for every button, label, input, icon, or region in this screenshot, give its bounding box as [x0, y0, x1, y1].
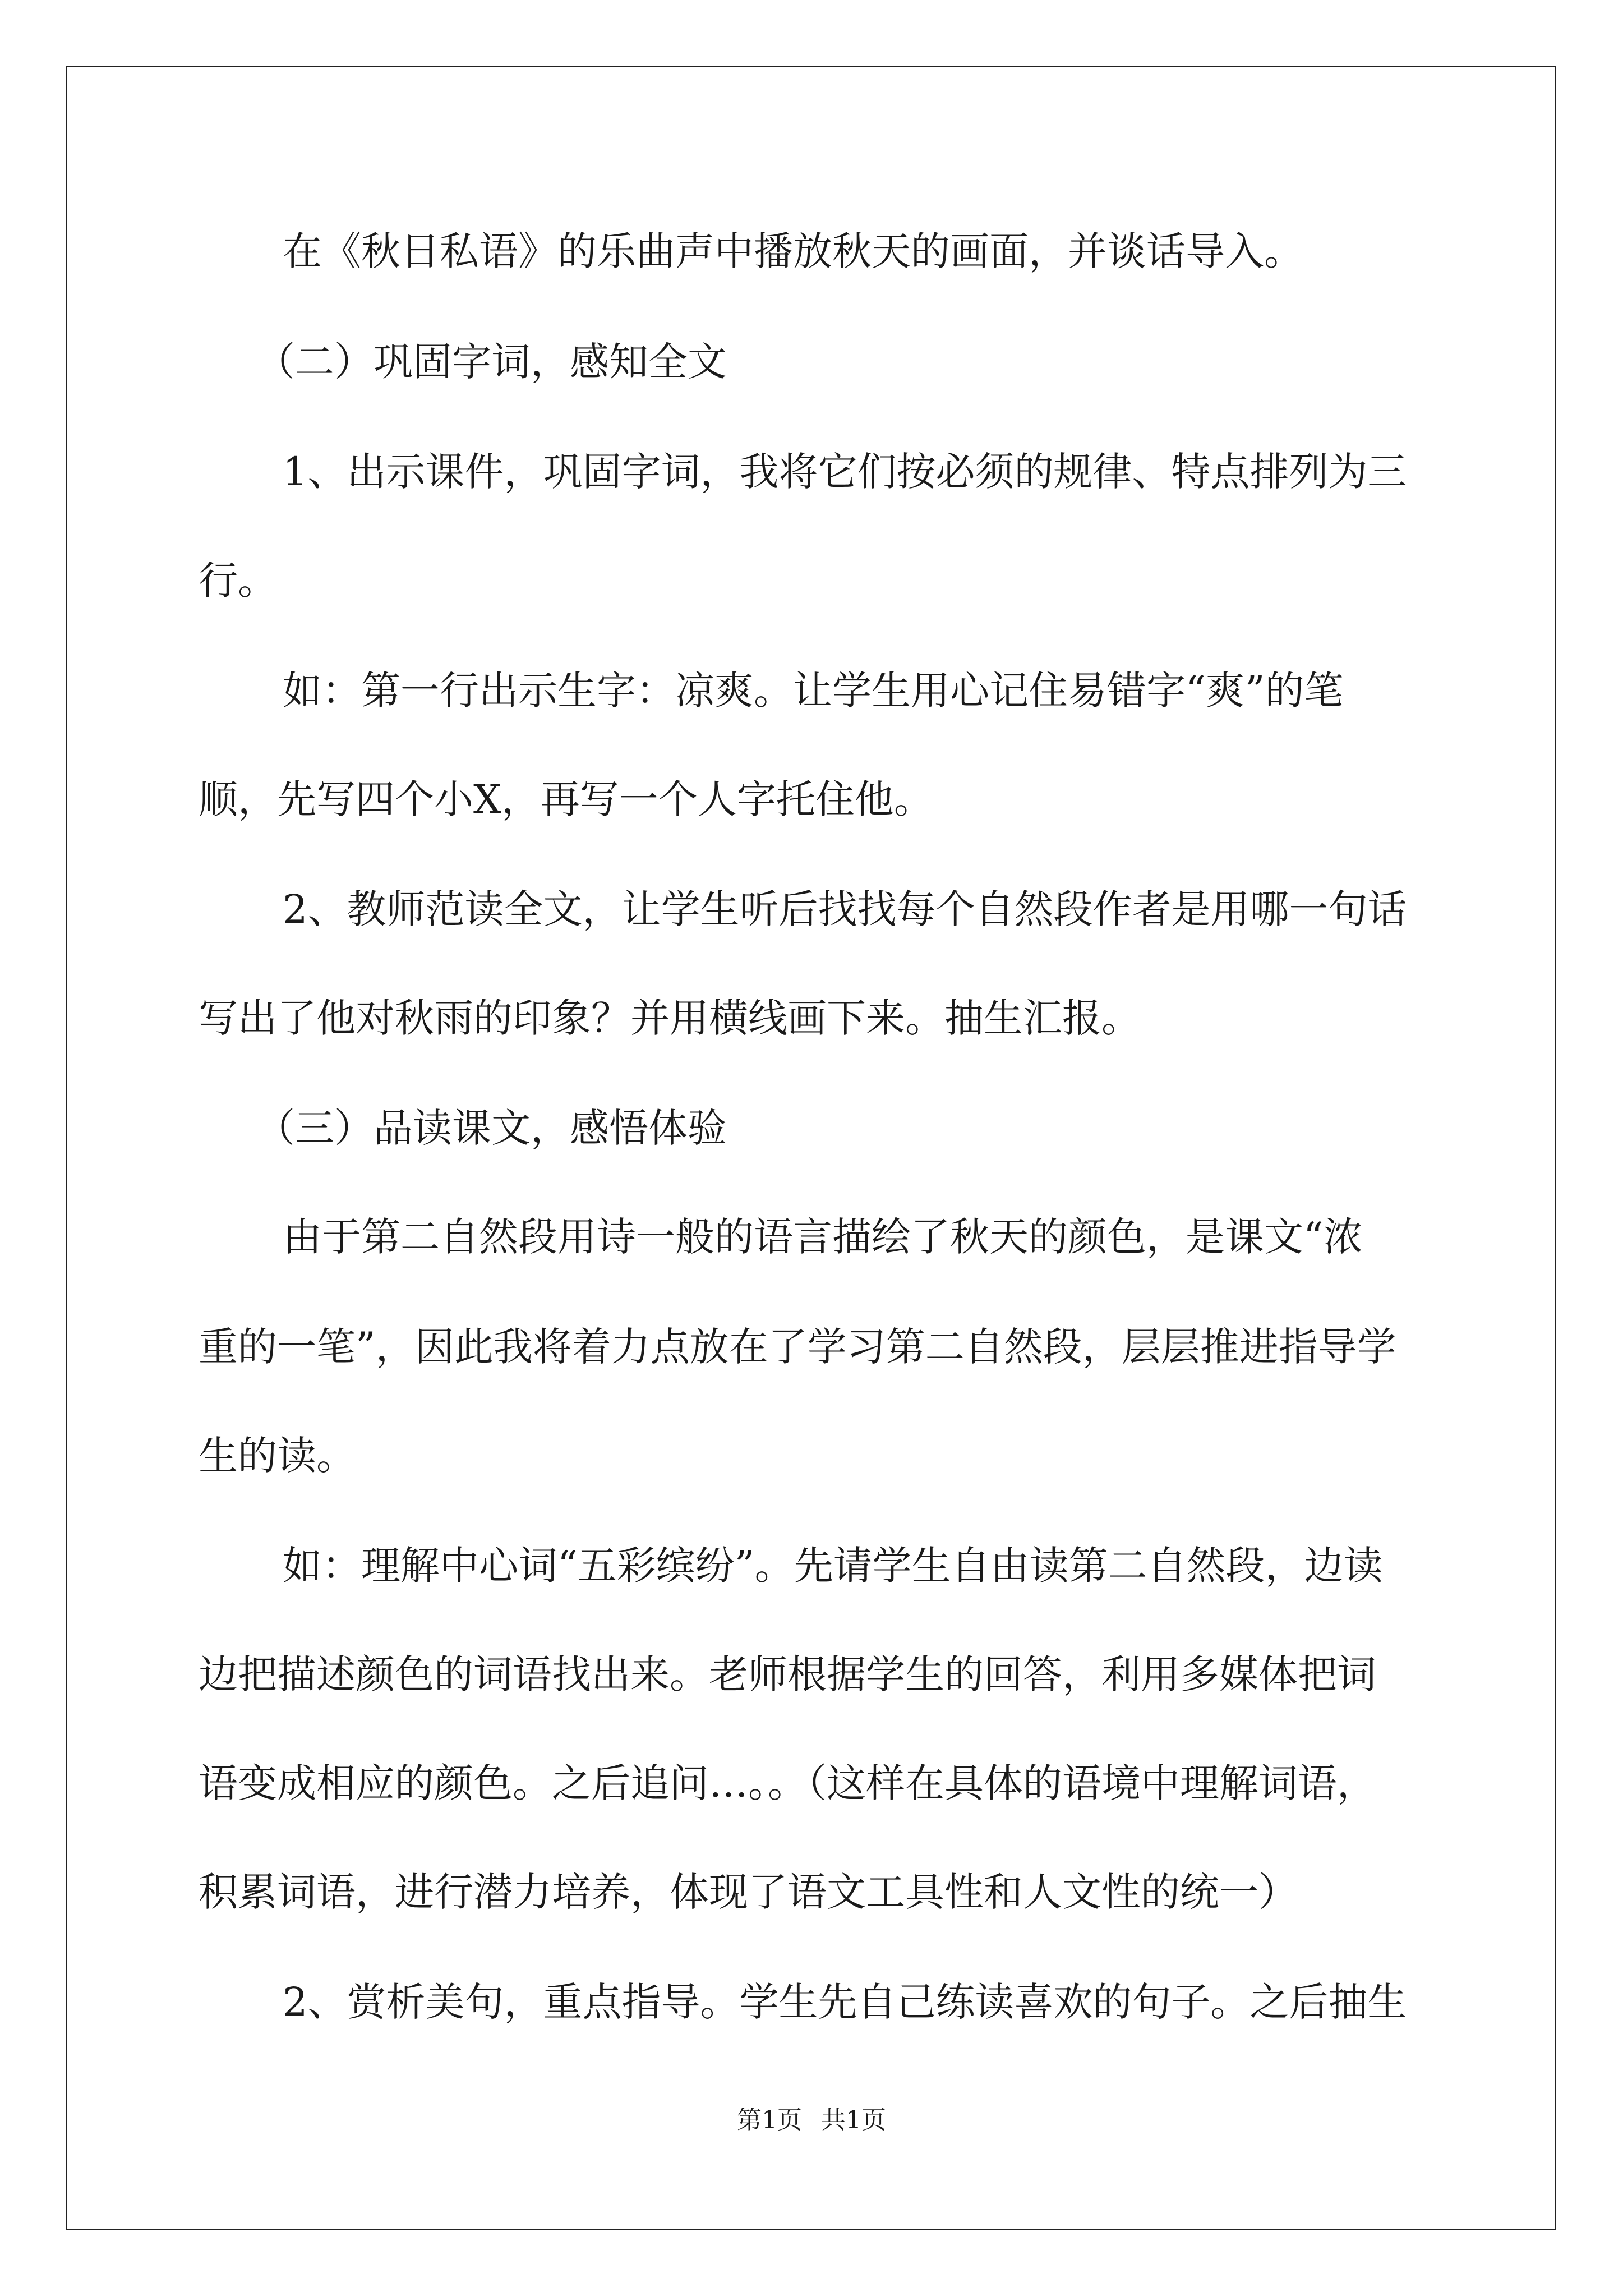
paragraph-line: 2、教师范读全文，让学生听后找找每个自然段作者是用哪一句话 [283, 886, 1407, 932]
page-number: 第1页 [737, 2106, 802, 2134]
paragraph-line: 积累词语，进行潜力培养，体现了语文工具性和人文性的统一） [199, 1869, 1298, 1915]
paragraph-line: 在《秋日私语》的乐曲声中播放秋天的画面，并谈话导入。 [283, 228, 1303, 274]
paragraph-line: 由于第二自然段用诗一般的语言描绘了秋天的颜色，是课文“浓 [283, 1214, 1363, 1260]
paragraph-line: 1、出示课件，巩固字词，我将它们按必须的规律、特点排列为三 [283, 449, 1407, 495]
paragraph-line: 如：理解中心词“五彩缤纷”。先请学生自由读第二自然段，边读 [283, 1543, 1383, 1589]
paragraph-line: 写出了他对秋雨的印象？并用横线画下来。抽生汇报。 [199, 995, 1141, 1041]
paragraph-line: 顺，先写四个小X，再写一个人字托住他。 [199, 776, 933, 822]
paragraph-line: 生的读。 [199, 1433, 356, 1479]
page-total: 共1页 [821, 2106, 886, 2134]
page-footer [0, 2100, 1623, 2136]
paragraph-line: 2、赏析美句，重点指导。学生先自己练读喜欢的句子。之后抽生 [283, 1979, 1407, 2025]
paragraph-line: 语变成相应的颜色。之后追问…。。（这样在具体的语境中理解词语， [199, 1760, 1376, 1806]
section-heading: （三）品读课文，感悟体验 [256, 1105, 727, 1151]
paragraph-line: 行。 [199, 558, 277, 604]
paragraph-line: 如：第一行出示生字：凉爽。让学生用心记住易错字“爽”的笔 [283, 668, 1344, 714]
paragraph-line: 重的一笔”，因此我将着力点放在了学习第二自然段，层层推进指导学 [199, 1324, 1396, 1370]
section-heading: （二）巩固字词，感知全文 [256, 339, 727, 385]
paragraph-line: 边把描述颜色的词语找出来。老师根据学生的回答，利用多媒体把词 [199, 1651, 1376, 1697]
